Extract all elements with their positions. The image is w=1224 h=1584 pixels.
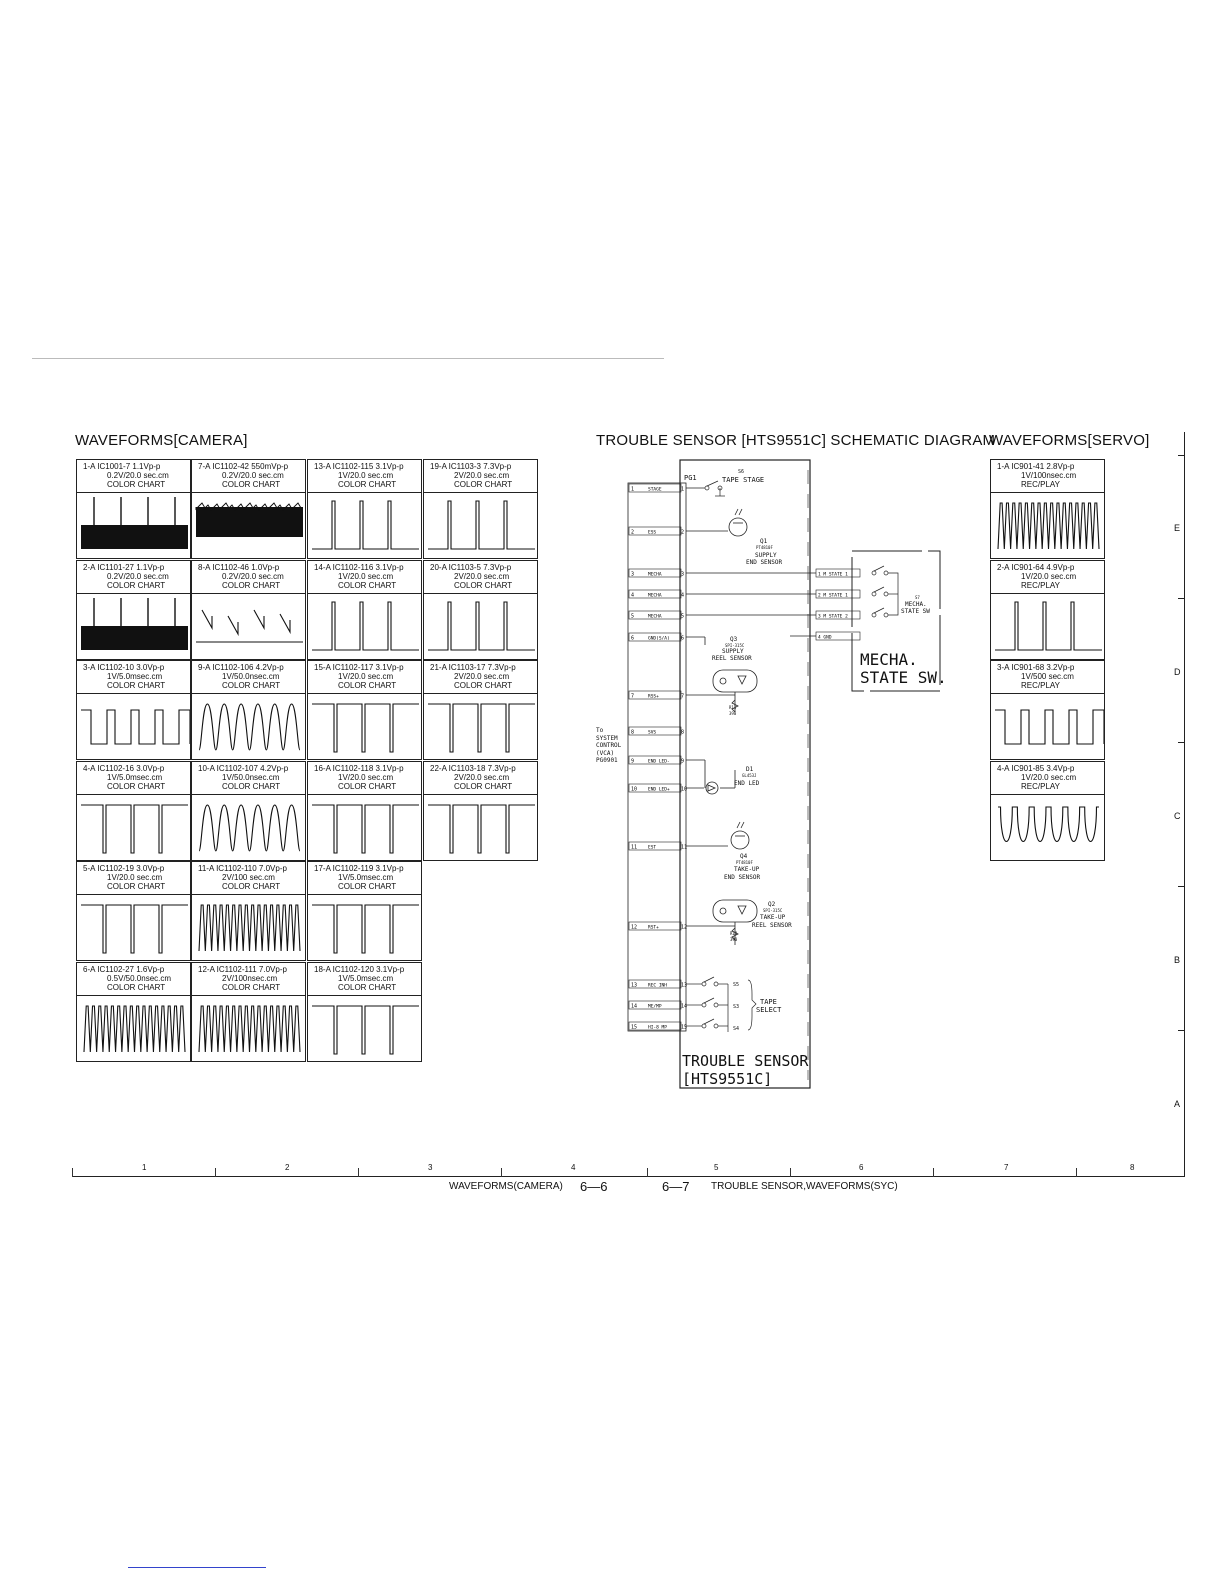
connector-strip bbox=[628, 483, 686, 1031]
mecha-sw-label-1: MECHA. bbox=[905, 601, 927, 608]
ruler-number-3: 3 bbox=[428, 1163, 433, 1172]
connector-pin-name: END LED+ bbox=[648, 787, 670, 793]
waveform-caption bbox=[308, 862, 421, 895]
connector-pin-name: ESS bbox=[648, 530, 657, 536]
connector-pin-name: RST+ bbox=[648, 925, 659, 931]
waveform-trace bbox=[194, 495, 305, 557]
waveform-caption-line: REC/PLAY bbox=[1021, 581, 1060, 590]
waveform-trace bbox=[79, 495, 190, 557]
schematic-title: TROUBLE SENSOR [HTS9551C] SCHEMATIC DIAGRAM bbox=[596, 432, 996, 449]
connector-pin-number-right: 6 bbox=[681, 635, 685, 642]
waveform-caption-line: 1V/20.0 sec.cm bbox=[338, 773, 394, 782]
waveform-caption-line: 0.2V/20.0 sec.cm bbox=[222, 471, 284, 480]
grid-letter-c: C bbox=[1174, 811, 1181, 821]
waveform-caption-line: COLOR CHART bbox=[454, 681, 513, 690]
d1-part: GL453J bbox=[742, 773, 757, 778]
mecha-connector-pin-label: 4 GND bbox=[818, 635, 832, 641]
waveform-caption-line: 4-A IC1102-16 3.0Vp-p bbox=[83, 764, 165, 773]
waveform-caption bbox=[308, 460, 421, 493]
waveform-caption bbox=[991, 661, 1104, 694]
waveform-caption-line: 0.2V/20.0 sec.cm bbox=[107, 572, 169, 581]
ruler-number-1: 1 bbox=[142, 1163, 147, 1172]
connector-pin-number-right: 11 bbox=[681, 844, 688, 851]
connector-pin-name: EST bbox=[648, 845, 657, 851]
d1-desc: END LED bbox=[734, 780, 760, 787]
q2-desc1: TAKE-UP bbox=[760, 914, 786, 921]
q2-label: Q2 bbox=[768, 901, 776, 908]
waveform-trace bbox=[194, 797, 305, 859]
connector-pin-name: RSS+ bbox=[648, 694, 659, 700]
trouble-sensor-schematic bbox=[590, 455, 970, 1095]
waveform-caption-line: 17-A IC1102-119 3.1Vp-p bbox=[314, 864, 404, 873]
waveform-caption-line: 3-A IC901-68 3.2Vp-p bbox=[997, 663, 1075, 672]
waveform-cell bbox=[423, 761, 538, 861]
waveform-caption bbox=[991, 762, 1104, 795]
mecha-box-label-2: STATE SW. bbox=[860, 668, 947, 687]
waveform-caption-line: 2V/20.0 sec.cm bbox=[454, 471, 510, 480]
right-border bbox=[1184, 432, 1185, 1177]
mecha-connector-pin-label: 1 M STATE 1 bbox=[818, 572, 848, 578]
q1-part: PT4810F bbox=[756, 545, 773, 550]
waveform-cell bbox=[307, 861, 422, 961]
ruler-tick bbox=[933, 1168, 934, 1177]
s4-label: S4 bbox=[733, 1026, 740, 1032]
waveform-caption bbox=[77, 762, 190, 795]
waveform-trace bbox=[426, 596, 537, 658]
waveform-caption-line: 4-A IC901-85 3.4Vp-p bbox=[997, 764, 1075, 773]
waveform-caption-line: COLOR CHART bbox=[107, 782, 166, 791]
connector-pin-number-right: 5 bbox=[681, 613, 685, 620]
waveform-caption bbox=[308, 661, 421, 694]
connector-pin-name: MECHA bbox=[648, 593, 662, 599]
border-tick bbox=[1178, 1030, 1184, 1031]
waveform-caption-line: 0.2V/20.0 sec.cm bbox=[222, 572, 284, 581]
s6-label: S6 bbox=[738, 469, 745, 475]
mecha-sw-label-2: STATE SW bbox=[901, 608, 930, 615]
q2-part: SPI-315C bbox=[763, 908, 783, 913]
connector-pin-name: END LED- bbox=[648, 759, 670, 765]
connector-pin-number-right: 10 bbox=[681, 786, 688, 793]
ruler-number-5: 5 bbox=[714, 1163, 719, 1172]
waveform-cell bbox=[990, 761, 1105, 861]
waveform-caption-line: 1V/20.0 sec.cm bbox=[1021, 572, 1077, 581]
ruler-number-4: 4 bbox=[571, 1163, 576, 1172]
mecha-connector-pin-label: 3 M STATE 2 bbox=[818, 614, 848, 620]
waveform-caption-line: COLOR CHART bbox=[338, 581, 397, 590]
border-tick bbox=[1178, 886, 1184, 887]
waveform-caption-line: 0.5V/50.0nsec.cm bbox=[107, 974, 172, 983]
waveform-caption-line: 1V/20.0 sec.cm bbox=[338, 471, 394, 480]
border-tick bbox=[1178, 742, 1184, 743]
connector-pin-number-right: 14 bbox=[681, 1003, 688, 1010]
border-tick bbox=[1178, 598, 1184, 599]
waveform-caption-line: COLOR CHART bbox=[107, 581, 166, 590]
waveform-caption-line: 2V/100nsec.cm bbox=[222, 974, 278, 983]
waveform-caption-line: COLOR CHART bbox=[454, 782, 513, 791]
waveform-cell bbox=[191, 660, 306, 760]
waveform-caption-line: 1V/500 sec.cm bbox=[1021, 672, 1074, 681]
waveform-caption bbox=[424, 661, 537, 694]
waveform-trace bbox=[426, 495, 537, 557]
waveform-cell bbox=[76, 861, 191, 961]
waveform-trace bbox=[79, 696, 190, 758]
waveform-caption-line: 1V/20.0 sec.cm bbox=[338, 672, 394, 681]
ruler-tick bbox=[1076, 1168, 1077, 1177]
q3-part: SPI-315C bbox=[725, 643, 745, 648]
waveform-caption-line: COLOR CHART bbox=[222, 581, 281, 590]
ruler-number-7: 7 bbox=[1004, 1163, 1009, 1172]
waveform-caption-line: COLOR CHART bbox=[338, 983, 397, 992]
waveform-trace bbox=[426, 797, 537, 859]
waveform-caption-line: COLOR CHART bbox=[454, 480, 513, 489]
connector-pin-number-right: 13 bbox=[681, 982, 688, 989]
waveform-caption-line: 16-A IC1102-118 3.1Vp-p bbox=[314, 764, 404, 773]
q1-desc1: SUPPLY bbox=[755, 552, 777, 559]
waveform-caption-line: COLOR CHART bbox=[107, 882, 166, 891]
camera-waveforms-title: WAVEFORMS[CAMERA] bbox=[75, 432, 248, 449]
waveform-caption bbox=[424, 561, 537, 594]
waveform-caption bbox=[192, 460, 305, 493]
waveform-trace bbox=[79, 998, 190, 1060]
waveform-caption-line: COLOR CHART bbox=[338, 782, 397, 791]
connector-pin-number-right: 1 bbox=[681, 486, 685, 493]
waveform-caption-line: COLOR CHART bbox=[454, 581, 513, 590]
waveform-caption bbox=[77, 561, 190, 594]
q2-desc2: REEL SENSOR bbox=[752, 922, 792, 929]
waveform-caption bbox=[77, 661, 190, 694]
waveform-trace bbox=[993, 495, 1104, 557]
waveform-trace bbox=[993, 797, 1104, 859]
s5-label: S5 bbox=[733, 982, 740, 988]
grid-letter-e: E bbox=[1174, 523, 1181, 533]
tape-stage-label: TAPE STAGE bbox=[722, 476, 765, 484]
waveform-cell bbox=[76, 660, 191, 760]
waveform-caption-line: 22-A IC1103-18 7.3Vp-p bbox=[430, 764, 516, 773]
waveform-trace bbox=[993, 596, 1104, 658]
waveform-caption-line: COLOR CHART bbox=[222, 983, 281, 992]
ruler-tick bbox=[215, 1168, 216, 1177]
waveform-trace bbox=[194, 897, 305, 959]
waveform-caption-line: COLOR CHART bbox=[222, 480, 281, 489]
waveform-caption-line: 18-A IC1102-120 3.1Vp-p bbox=[314, 965, 405, 974]
waveform-trace bbox=[426, 696, 537, 758]
waveform-caption-line: COLOR CHART bbox=[222, 782, 281, 791]
q3-desc1: SUPPLY bbox=[722, 648, 744, 655]
connector-pin-number: 7 bbox=[631, 693, 635, 700]
grid-letter-a: A bbox=[1174, 1099, 1181, 1109]
ruler-tick bbox=[647, 1168, 648, 1177]
waveform-caption bbox=[192, 963, 305, 996]
waveform-caption bbox=[424, 460, 537, 493]
ruler-number-6: 6 bbox=[859, 1163, 864, 1172]
waveform-trace bbox=[310, 596, 421, 658]
waveform-cell bbox=[76, 560, 191, 660]
connector-pin-number: 11 bbox=[631, 844, 638, 851]
bottom-link-line bbox=[128, 1567, 266, 1568]
waveform-caption-line: 20-A IC1103-5 7.3Vp-p bbox=[430, 563, 512, 572]
waveform-caption-line: 2-A IC901-64 4.9Vp-p bbox=[997, 563, 1075, 572]
q3-label: Q3 bbox=[730, 636, 738, 643]
waveform-cell bbox=[191, 560, 306, 660]
waveform-caption-line: 1V/5.0msec.cm bbox=[107, 672, 163, 681]
connector-pin-name: MECHA bbox=[648, 572, 662, 578]
waveform-caption bbox=[991, 460, 1104, 493]
connector-pin-number-right: 7 bbox=[681, 693, 685, 700]
connector-pin-number: 13 bbox=[631, 982, 638, 989]
servo-waveforms-title: WAVEFORMS[SERVO] bbox=[989, 432, 1150, 449]
connector-pin-number-right: 2 bbox=[681, 529, 685, 536]
waveform-caption-line: 9-A IC1102-106 4.2Vp-p bbox=[198, 663, 284, 672]
connector-pin-number-right: 15 bbox=[681, 1024, 688, 1031]
ruler-tick bbox=[72, 1168, 73, 1177]
waveform-caption-line: 1V/5.0msec.cm bbox=[107, 773, 163, 782]
waveform-caption-line: COLOR CHART bbox=[338, 681, 397, 690]
waveform-trace bbox=[194, 998, 305, 1060]
r10-label: R10 bbox=[730, 931, 738, 936]
waveform-trace bbox=[79, 596, 190, 658]
waveform-caption-line: 19-A IC1103-3 7.3Vp-p bbox=[430, 462, 512, 471]
waveform-trace bbox=[310, 797, 421, 859]
waveform-caption-line: REC/PLAY bbox=[1021, 782, 1060, 791]
waveform-trace bbox=[310, 897, 421, 959]
waveform-caption-line: 2V/100 sec.cm bbox=[222, 873, 275, 882]
waveform-caption-line: 21-A IC1103-17 7.3Vp-p bbox=[430, 663, 516, 672]
waveform-cell bbox=[191, 761, 306, 861]
waveform-caption-line: 1V/100nsec.cm bbox=[1021, 471, 1077, 480]
q1-desc2: END SENSOR bbox=[746, 559, 783, 566]
connector-pin-name: HI-8 MP bbox=[648, 1025, 667, 1031]
waveform-cell bbox=[423, 560, 538, 660]
waveform-cell bbox=[307, 962, 422, 1062]
waveform-cell bbox=[307, 660, 422, 760]
connector-pin-number: 8 bbox=[631, 729, 635, 736]
waveform-caption-line: 2V/20.0 sec.cm bbox=[454, 572, 510, 581]
waveform-caption-line: 3-A IC1102-10 3.0Vp-p bbox=[83, 663, 165, 672]
mecha-box-label-1: MECHA. bbox=[860, 650, 918, 669]
connector-pin-number: 6 bbox=[631, 635, 635, 642]
waveform-trace bbox=[310, 696, 421, 758]
ruler-number-2: 2 bbox=[285, 1163, 290, 1172]
waveform-cell bbox=[76, 459, 191, 559]
waveform-caption-line: 1V/5.0msec.cm bbox=[338, 873, 394, 882]
waveform-caption-line: 1V/20.0 sec.cm bbox=[338, 572, 394, 581]
waveform-caption-line: COLOR CHART bbox=[222, 681, 281, 690]
connector-pin-name: GND(S/A) bbox=[648, 636, 670, 642]
connector-pin-number-right: 3 bbox=[681, 571, 685, 578]
waveform-cell bbox=[76, 761, 191, 861]
connector-pin-number-right: 9 bbox=[681, 758, 685, 765]
connector-pin-number: 2 bbox=[631, 529, 635, 536]
bottom-ruler bbox=[72, 1176, 1184, 1177]
footer-left-title: WAVEFORMS(CAMERA) bbox=[449, 1181, 563, 1192]
waveform-caption-line: COLOR CHART bbox=[222, 882, 281, 891]
waveform-caption bbox=[308, 762, 421, 795]
waveform-caption bbox=[192, 561, 305, 594]
s3-label: S3 bbox=[733, 1004, 740, 1010]
waveform-caption-line: COLOR CHART bbox=[107, 681, 166, 690]
waveform-trace bbox=[194, 596, 305, 658]
waveform-caption bbox=[308, 963, 421, 996]
waveform-caption bbox=[77, 963, 190, 996]
waveform-caption-line: 11-A IC1102-110 7.0Vp-p bbox=[198, 864, 287, 873]
connector-pin-number: 10 bbox=[631, 786, 638, 793]
waveform-caption-line: REC/PLAY bbox=[1021, 681, 1060, 690]
ruler-tick bbox=[358, 1168, 359, 1177]
waveform-trace bbox=[79, 797, 190, 859]
connector-pin-number: 1 bbox=[631, 486, 635, 493]
connector-pin-name: ME/MP bbox=[648, 1004, 662, 1010]
waveform-caption-line: 12-A IC1102-111 7.0Vp-p bbox=[198, 965, 287, 974]
waveform-cell bbox=[76, 962, 191, 1062]
border-tick bbox=[1178, 455, 1184, 456]
tape-select-label-1: TAPE bbox=[760, 998, 777, 1006]
d1-label: D1 bbox=[746, 766, 754, 773]
waveform-cell bbox=[307, 560, 422, 660]
waveform-cell bbox=[990, 560, 1105, 660]
waveform-caption bbox=[308, 561, 421, 594]
waveform-caption-line: 2V/20.0 sec.cm bbox=[454, 773, 510, 782]
r11-label: R11 bbox=[729, 705, 737, 710]
waveform-caption-line: COLOR CHART bbox=[338, 480, 397, 489]
ruler-tick bbox=[790, 1168, 791, 1177]
waveform-caption-line: 1V/20.0 sec.cm bbox=[107, 873, 163, 882]
waveform-caption-line: 1V/50.0nsec.cm bbox=[222, 773, 280, 782]
connector-pin-number: 15 bbox=[631, 1024, 638, 1031]
waveform-caption-line: 1V/50.0nsec.cm bbox=[222, 672, 280, 681]
footer-right-title: TROUBLE SENSOR,WAVEFORMS(SYC) bbox=[711, 1181, 898, 1192]
waveform-trace bbox=[993, 696, 1104, 758]
tape-select-label-2: SELECT bbox=[756, 1006, 782, 1014]
ruler-tick bbox=[501, 1168, 502, 1177]
waveform-cell bbox=[191, 459, 306, 559]
connector-pin-number: 9 bbox=[631, 758, 635, 765]
waveform-caption-line: 15-A IC1102-117 3.1Vp-p bbox=[314, 663, 404, 672]
waveform-caption bbox=[77, 862, 190, 895]
connector-pin-name: STAGE bbox=[648, 487, 662, 493]
waveform-caption bbox=[991, 561, 1104, 594]
grid-letter-b: B bbox=[1174, 955, 1181, 965]
waveform-caption-line: 13-A IC1102-115 3.1Vp-p bbox=[314, 462, 404, 471]
waveform-caption-line: COLOR CHART bbox=[338, 882, 397, 891]
mecha-connector-pin-label: 2 M STATE 1 bbox=[818, 593, 848, 599]
waveform-caption-line: 14-A IC1102-116 3.1Vp-p bbox=[314, 563, 404, 572]
q4-desc2: END SENSOR bbox=[724, 874, 761, 881]
waveform-caption-line: 7-A IC1102-42 550mVp-p bbox=[198, 462, 289, 471]
connector-pin-number-right: 4 bbox=[681, 592, 685, 599]
waveform-cell bbox=[307, 761, 422, 861]
waveform-trace bbox=[79, 897, 190, 959]
waveform-trace bbox=[310, 495, 421, 557]
ruler-number-8: 8 bbox=[1130, 1163, 1135, 1172]
waveform-cell bbox=[990, 660, 1105, 760]
to-system-control: To SYSTEM CONTROL (VCA) PG0901 bbox=[596, 727, 622, 764]
connector-pin-name: SVS bbox=[648, 730, 657, 736]
connector-pin-number-right: 12 bbox=[681, 924, 688, 931]
waveform-caption-line: COLOR CHART bbox=[107, 983, 166, 992]
connector-pin-number-right: 8 bbox=[681, 729, 685, 736]
s7-label: S7 bbox=[915, 595, 920, 600]
connector-pin-number: 14 bbox=[631, 1003, 638, 1010]
waveform-caption-line: 8-A IC1102-46 1.0Vp-p bbox=[198, 563, 280, 572]
grid-letter-d: D bbox=[1174, 667, 1181, 677]
waveform-caption-line: 1-A IC1001-7 1.1Vp-p bbox=[83, 462, 161, 471]
waveform-caption-line: 1V/20.0 sec.cm bbox=[1021, 773, 1077, 782]
waveform-caption-line: 1V/5.0msec.cm bbox=[338, 974, 394, 983]
q4-label: Q4 bbox=[740, 853, 748, 860]
waveform-cell bbox=[307, 459, 422, 559]
waveform-trace bbox=[194, 696, 305, 758]
footer-left-page: 6—6 bbox=[580, 1179, 608, 1194]
r10-value: 390 bbox=[730, 937, 738, 942]
connector-pin-number: 12 bbox=[631, 924, 638, 931]
q1-label: Q1 bbox=[760, 538, 768, 545]
waveform-caption bbox=[192, 762, 305, 795]
q4-part: PT4810F bbox=[736, 860, 753, 865]
waveform-caption-line: 6-A IC1102-27 1.6Vp-p bbox=[83, 965, 165, 974]
waveform-cell bbox=[423, 660, 538, 760]
waveform-caption bbox=[424, 762, 537, 795]
waveform-trace bbox=[310, 998, 421, 1060]
footer-right-page: 6—7 bbox=[662, 1179, 690, 1194]
waveform-cell bbox=[191, 861, 306, 961]
connector-pin-number: 4 bbox=[631, 592, 635, 599]
waveform-caption-line: 2V/20.0 sec.cm bbox=[454, 672, 510, 681]
waveform-caption-line: 10-A IC1102-107 4.2Vp-p bbox=[198, 764, 289, 773]
waveform-cell bbox=[423, 459, 538, 559]
waveform-caption bbox=[77, 460, 190, 493]
connector-pin-name: MECHA bbox=[648, 614, 662, 620]
connector-pin-number: 3 bbox=[631, 571, 635, 578]
trouble-sensor-label-2: [HTS9551C] bbox=[682, 1070, 773, 1088]
waveform-caption bbox=[192, 862, 305, 895]
waveform-cell bbox=[191, 962, 306, 1062]
q3-desc2: REEL SENSOR bbox=[712, 655, 752, 662]
waveform-cell bbox=[990, 459, 1105, 559]
trouble-sensor-label-1: TROUBLE SENSOR bbox=[682, 1052, 809, 1070]
scan-line bbox=[32, 358, 664, 359]
waveform-caption bbox=[192, 661, 305, 694]
waveform-caption-line: COLOR CHART bbox=[107, 480, 166, 489]
waveform-caption-line: 0.2V/20.0 sec.cm bbox=[107, 471, 169, 480]
pg1-label: PG1 bbox=[684, 474, 697, 482]
q4-desc1: TAKE-UP bbox=[734, 866, 760, 873]
connector-pin-name: REC INH bbox=[648, 983, 667, 989]
r11-value: 390 bbox=[729, 711, 737, 716]
waveform-caption-line: 1-A IC901-41 2.8Vp-p bbox=[997, 462, 1075, 471]
waveform-caption-line: 2-A IC1101-27 1.1Vp-p bbox=[83, 563, 165, 572]
waveform-caption-line: REC/PLAY bbox=[1021, 480, 1060, 489]
connector-pin-number: 5 bbox=[631, 613, 635, 620]
waveform-caption-line: 5-A IC1102-19 3.0Vp-p bbox=[83, 864, 165, 873]
